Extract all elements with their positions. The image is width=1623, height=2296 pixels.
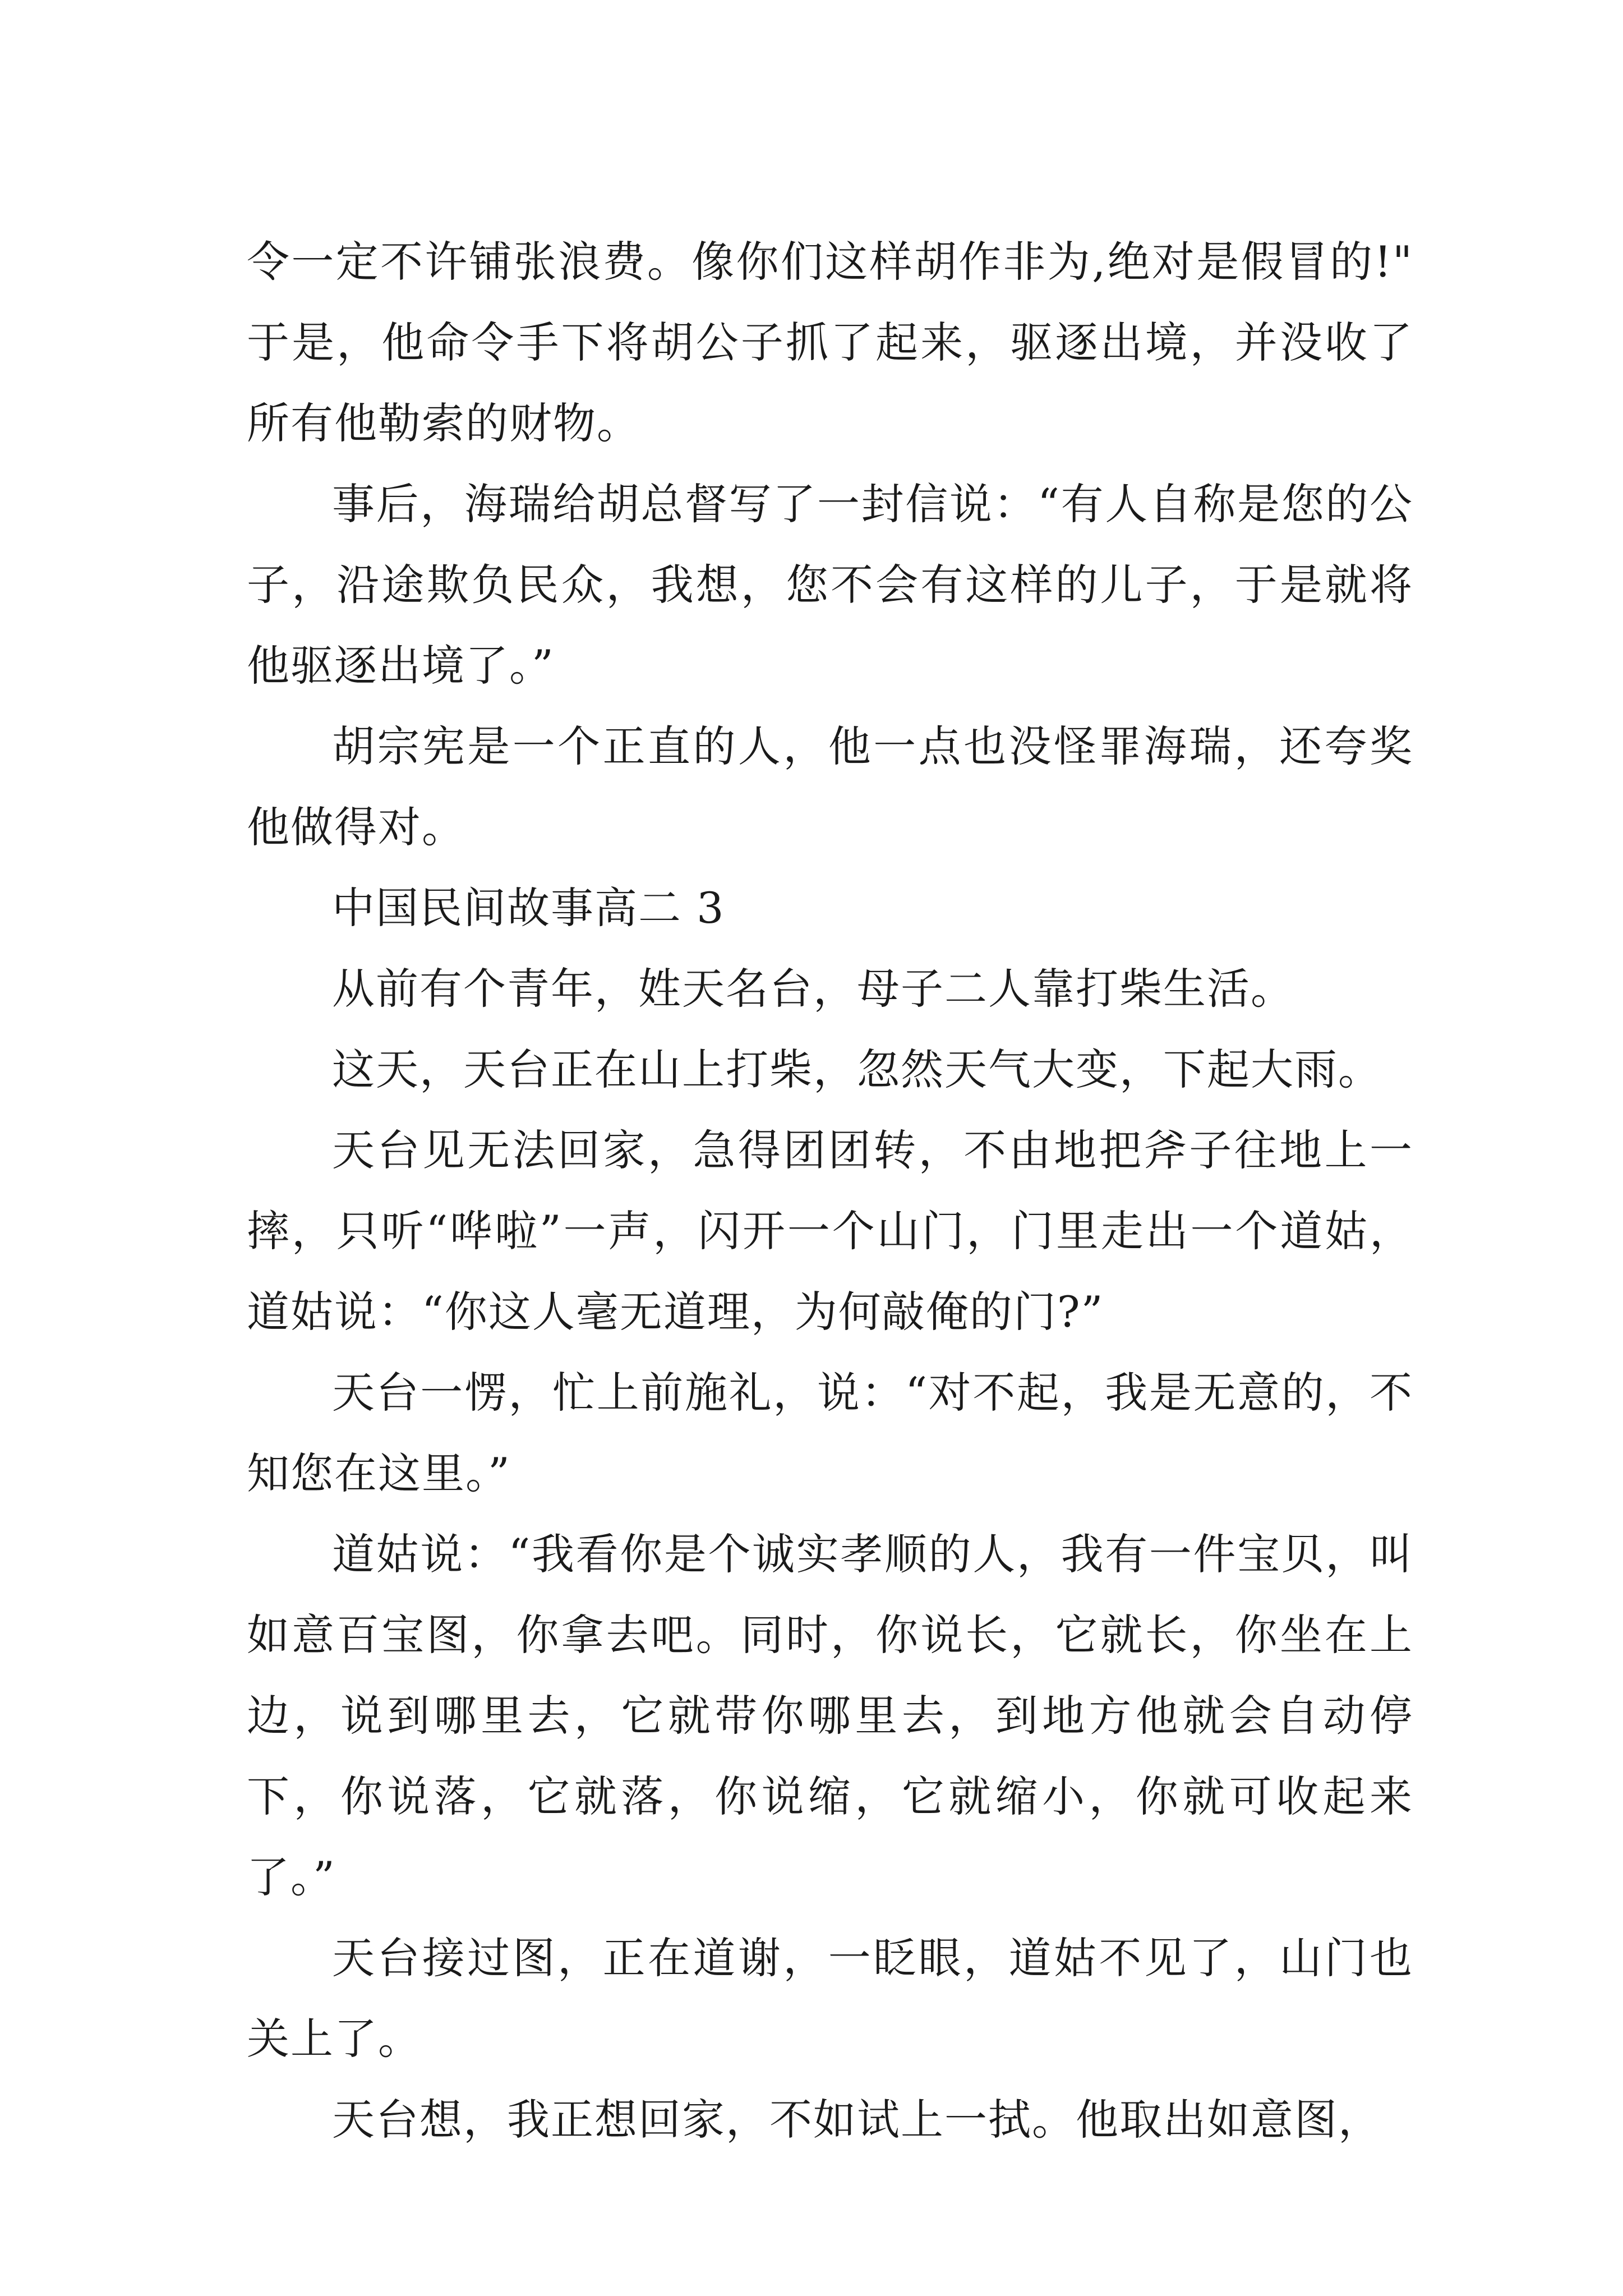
paragraph-8: 天台一愣，忙上前施礼，说：“对不起，我是无意的，不知您在这里。” bbox=[247, 1368, 1413, 1498]
paragraph-3: 胡宗宪是一个正直的人，他一点也没怪罪海瑞，还夸奖他做得对。 bbox=[247, 721, 1413, 852]
paragraph-2: 事后，海瑞给胡总督写了一封信说：“有人自称是您的公子，沿途欺负民众，我想，您不会有这样的儿子，于是就将他驱逐出境了。” bbox=[247, 479, 1413, 691]
section-heading: 中国民间故事高二 3 bbox=[332, 883, 725, 933]
paragraph-10: 天台接过图，正在道谢，一眨眼，道姑不见了，山门也关上了。 bbox=[247, 1933, 1413, 2064]
paragraph-11: 天台想，我正想回家，不如试上一拭。他取出如意图， bbox=[332, 2095, 1382, 2145]
document-body bbox=[247, 222, 1413, 2160]
paragraph-1: 令一定不许铺张浪费。像你们这样胡作非为,绝对是假冒的!" 于是，他命令手下将胡公子抓了起来，驱逐出境，并没收了所有他勒索的财物。 bbox=[247, 237, 1413, 448]
paragraph-5: 从前有个青年，姓天名台，母子二人靠打柴生活。 bbox=[332, 964, 1294, 1014]
paragraph-9: 道姑说：“我看你是个诚实孝顺的人，我有一件宝贝，叫如意百宝图，你拿去吧。同时，你说长，它就长，你坐在上边，说到哪里去，它就带你哪里去，到地方他就会自动停下，你说落，它就落，你说缩，它就缩小，你就可收起来了。” bbox=[247, 1529, 1413, 1902]
paragraph-6: 这天，天台正在山上打柴，忽然天气大变，下起大雨。 bbox=[332, 1045, 1382, 1094]
paragraph-7: 天台见无法回家，急得团团转，不由地把斧子往地上一摔，只听“哗啦”一声，闪开一个山门，门里走出一个道姑，道姑说：“你这人毫无道理，为何敲俺的门?” bbox=[247, 1125, 1413, 1337]
